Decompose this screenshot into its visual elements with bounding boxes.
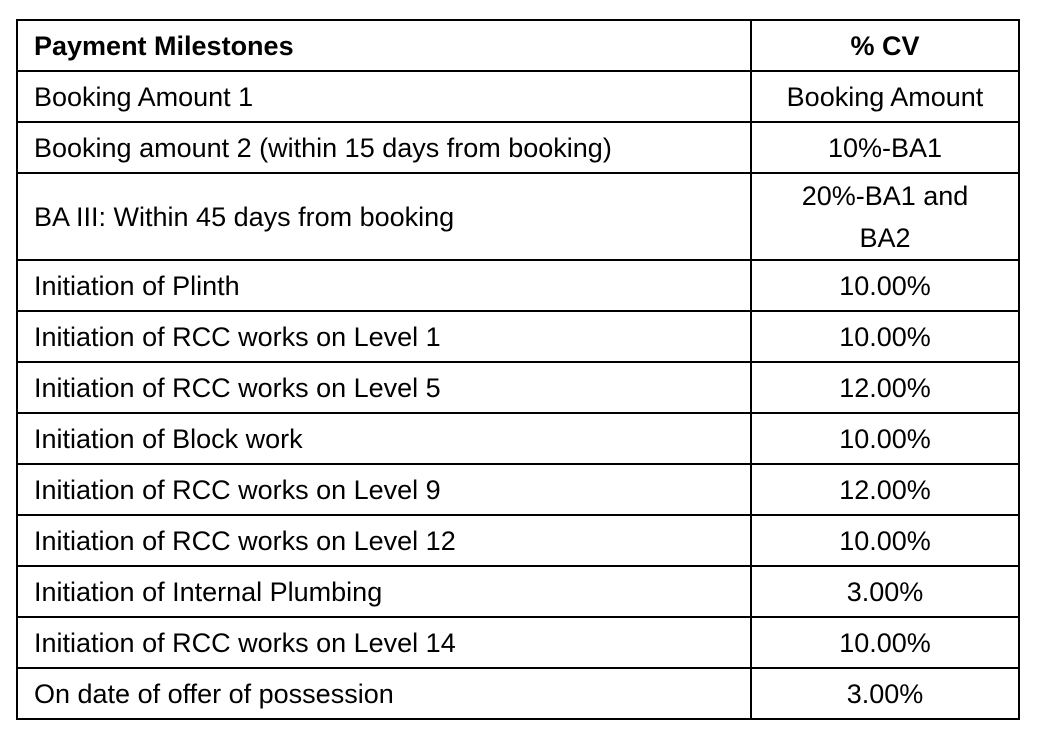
- table-row: [17, 362, 1019, 413]
- cv-cell: 12.00%: [751, 464, 1019, 515]
- cv-cell: 10.00%: [751, 515, 1019, 566]
- cv-cell: 10.00%: [751, 413, 1019, 464]
- table-row: [17, 413, 1019, 464]
- milestone-cell: Initiation of RCC works on Level 1: [17, 311, 751, 362]
- table-row: [17, 311, 1019, 362]
- milestone-cell: Initiation of RCC works on Level 5: [17, 362, 751, 413]
- cv-cell: [751, 173, 1019, 260]
- cv-cell: 12.00%: [751, 362, 1019, 413]
- payment-milestones-table-container: [16, 19, 1018, 720]
- table-row: [17, 668, 1019, 719]
- table-row: [17, 515, 1019, 566]
- table-header-row: [17, 20, 1019, 71]
- table-row: [17, 173, 1019, 260]
- table-row: [17, 71, 1019, 122]
- milestone-cell: On date of offer of possession: [17, 668, 751, 719]
- milestone-cell: Initiation of RCC works on Level 9: [17, 464, 751, 515]
- milestone-cell: Booking Amount 1: [17, 71, 751, 122]
- milestone-cell: Initiation of RCC works on Level 14: [17, 617, 751, 668]
- milestone-cell: BA III: Within 45 days from booking: [17, 173, 751, 260]
- cv-cell: 3.00%: [751, 668, 1019, 719]
- table-row: [17, 464, 1019, 515]
- cv-cell: 10.00%: [751, 617, 1019, 668]
- milestone-cell: Initiation of Internal Plumbing: [17, 566, 751, 617]
- cv-cell: 3.00%: [751, 566, 1019, 617]
- cv-cell-line-1: 20%-BA1 and: [801, 180, 969, 211]
- cv-cell-line-2: BA2: [859, 222, 911, 253]
- table-row: [17, 566, 1019, 617]
- milestone-cell: Initiation of RCC works on Level 12: [17, 515, 751, 566]
- milestone-cell: Booking amount 2 (within 15 days from booking): [17, 122, 751, 173]
- table-row: [17, 617, 1019, 668]
- payment-milestones-table: [16, 19, 1020, 720]
- table-row: [17, 122, 1019, 173]
- milestone-cell: Initiation of Block work: [17, 413, 751, 464]
- milestone-cell: Initiation of Plinth: [17, 260, 751, 311]
- cv-cell: 10%-BA1: [751, 122, 1019, 173]
- cv-cell: 10.00%: [751, 311, 1019, 362]
- table-row: [17, 260, 1019, 311]
- cv-cell: Booking Amount: [751, 71, 1019, 122]
- header-percent-cv: % CV: [751, 20, 1019, 71]
- header-payment-milestones: Payment Milestones: [17, 20, 751, 71]
- cv-cell: 10.00%: [751, 260, 1019, 311]
